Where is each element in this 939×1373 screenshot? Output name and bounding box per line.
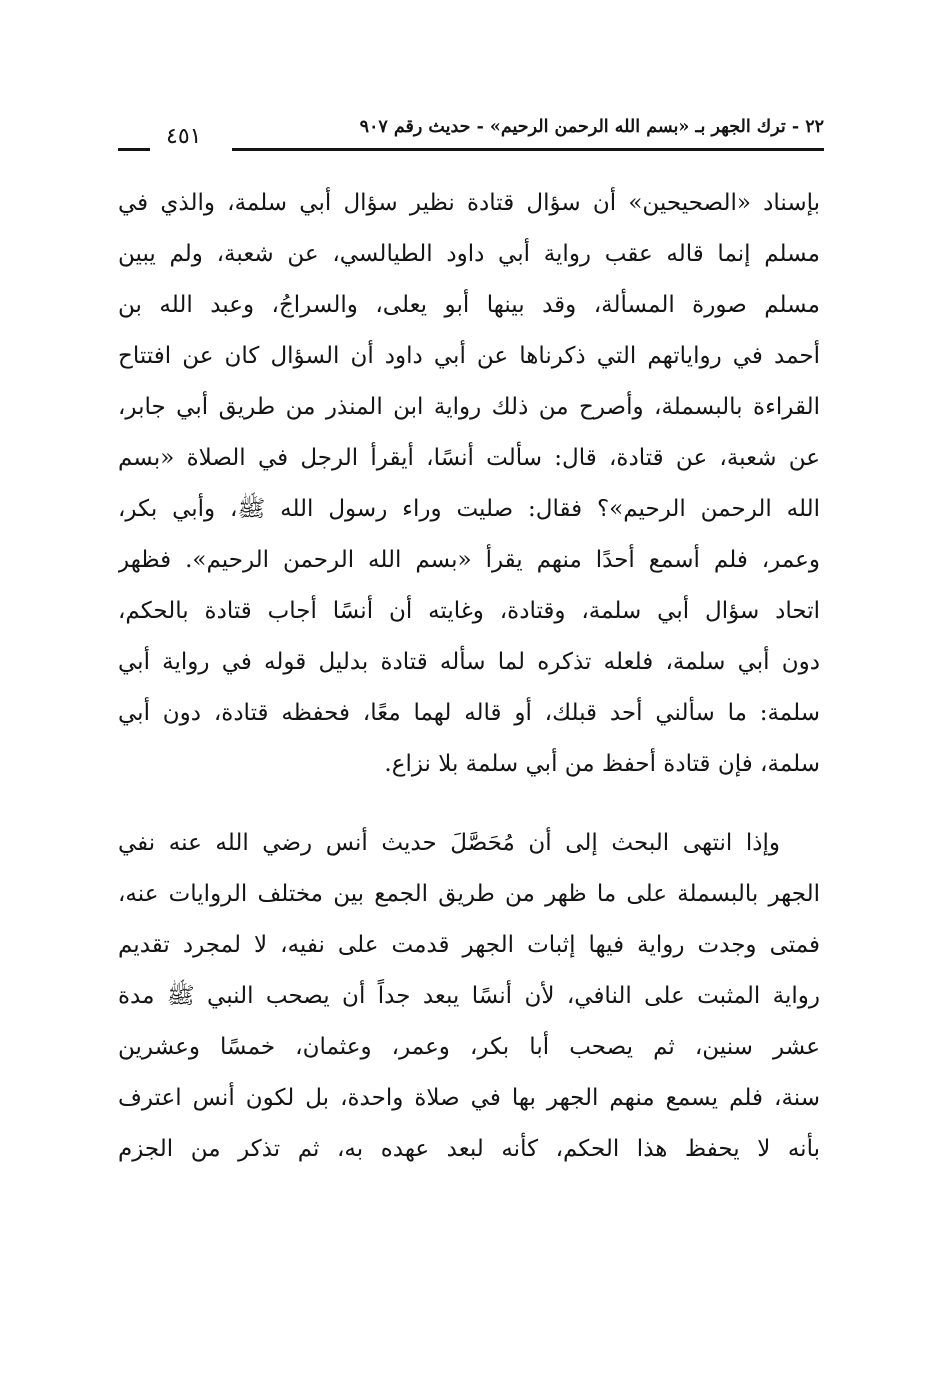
text-line: مسلم صورة المسألة، وقد بينها أبو يعلى، والسراجُ، وعبد الله بن — [118, 292, 820, 318]
text-line: اتحاد سؤال أبي سلمة، وقتادة، وغايته أن أنسًا أجاب قتادة بالحكم، — [118, 598, 820, 624]
text-line: بإسناد «الصحيحين» أن سؤال قتادة نظير سؤال أبي سلمة، والذي في — [118, 190, 820, 216]
paragraph-1 — [118, 178, 820, 790]
text-line: فمتى وجدت رواية فيها إثبات الجهر قدمت على نفيه، لا لمجرد تقديم — [118, 932, 820, 958]
text-line: القراءة بالبسملة، وأصرح من ذلك رواية ابن المنذر من طريق أبي جابر، — [118, 394, 820, 420]
text-line: دون أبي سلمة، فلعله تذكره لما سأله قتادة بدليل قوله في رواية أبي — [118, 649, 820, 675]
text-line: مسلم إنما قاله عقب رواية أبي داود الطيالسي، عن شعبة، ولم يبين — [118, 241, 820, 267]
text-line: سنة، فلم يسمع منهم الجهر بها في صلاة واحدة، بل لكون أنس اعترف — [118, 1085, 820, 1111]
body-text — [118, 178, 820, 1175]
text-line: عشر سنين، ثم يصحب أبا بكر، وعمر، وعثمان، خمسًا وعشرين — [118, 1034, 820, 1060]
page-number: ٤٥١ — [166, 124, 202, 149]
page-number-dash — [118, 148, 150, 151]
text-line: سلمة: ما سألني أحد قبلك، أو قاله لهما معًا، فحفظه قتادة، دون أبي — [118, 700, 820, 726]
text-line: أحمد في رواياتهم التي ذكرناها عن أبي داود أن السؤال كان عن افتتاح — [118, 343, 820, 369]
running-header — [118, 108, 824, 156]
paragraph-gap — [118, 790, 820, 818]
header-title: ٢٢ - ترك الجهر بـ «بسم الله الرحمن الرحيم» - حديث رقم ٩٠٧ — [359, 117, 824, 137]
text-line: سلمة، فإن قتادة أحفظ من أبي سلمة بلا نزاع. — [384, 751, 820, 777]
text-line: الله الرحمن الرحيم»؟ فقال: صليت وراء رسول الله ﷺ، وأبي بكر، — [118, 496, 820, 522]
text-line: رواية المثبت على النافي، لأن أنسًا يبعد جداً أن يصحب النبي ﷺ مدة — [118, 983, 820, 1009]
paragraph-2 — [118, 818, 820, 1175]
text-line: وإذا انتهى البحث إلى أن مُحَصَّلَ حديث أنس رضي الله عنه نفي — [118, 830, 780, 856]
text-line: عن شعبة، عن قتادة، قال: سألت أنسًا، أيقرأ الرجل في الصلاة «بسم — [118, 445, 820, 471]
text-line: وعمر، فلم أسمع أحدًا منهم يقرأ «بسم الله الرحمن الرحيم». فظهر — [118, 547, 820, 573]
text-line: الجهر بالبسملة على ما ظهر من طريق الجمع بين مختلف الروايات عنه، — [118, 881, 820, 907]
header-rule — [232, 148, 824, 151]
text-line: بأنه لا يحفظ هذا الحكم، كأنه لبعد عهده به، ثم تذكر من الجزم — [118, 1136, 820, 1162]
